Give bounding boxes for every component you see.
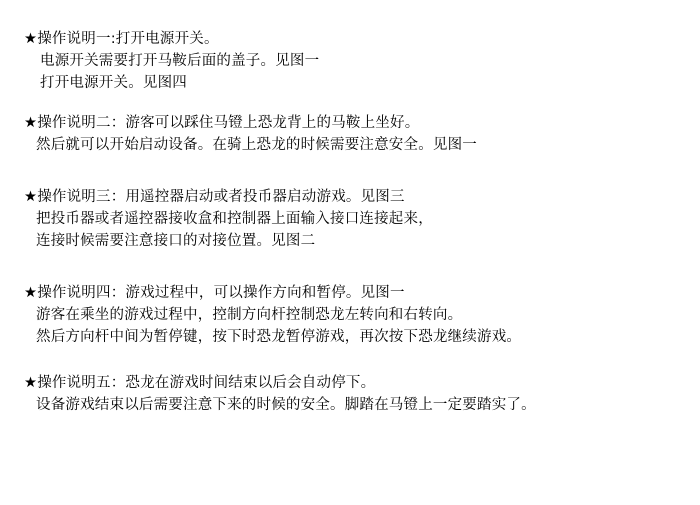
instruction-line: ★操作说明四：游戏过程中，可以操作方向和暂停。见图一 — [24, 285, 405, 301]
instruction-section-4 — [24, 282, 682, 348]
instruction-section-2 — [24, 112, 682, 156]
spacer — [24, 170, 682, 186]
instruction-line: 电源开关需要打开马鞍后面的盖子。见图一 — [40, 53, 320, 69]
instruction-line: 把投币器或者遥控器接收盒和控制器上面输入接口连接起来， — [36, 211, 433, 227]
instruction-section-3 — [24, 186, 682, 252]
instruction-line: ★操作说明五：恐龙在游戏时间结束以后会自动停下。 — [24, 375, 376, 391]
instruction-line: 游客在乘坐的游戏过程中，控制方向杆控制恐龙左转向和右转向。 — [36, 307, 463, 323]
instruction-line: 设备游戏结束以后需要注意下来的时候的安全。脚踏在马镫上一定要踏实了。 — [36, 397, 536, 413]
instruction-line: 然后就可以开始启动设备。在骑上恐龙的时候需要注意安全。见图一 — [36, 137, 477, 153]
spacer — [24, 362, 682, 372]
spacer — [24, 266, 682, 282]
instruction-line: ★操作说明一:打开电源开关。 — [24, 31, 219, 47]
instruction-line: 连接时候需要注意接口的对接位置。见图二 — [36, 233, 316, 249]
instruction-section-1 — [24, 28, 682, 94]
instruction-line: 打开电源开关。见图四 — [40, 75, 187, 91]
instruction-section-5 — [24, 372, 682, 416]
instruction-line: 然后方向杆中间为暂停键，按下时恐龙暂停游戏，再次按下恐龙继续游戏。 — [36, 329, 522, 345]
instruction-line: ★操作说明三：用遥控器启动或者投币器启动游戏。见图三 — [24, 189, 405, 205]
instruction-line: ★操作说明二：游客可以踩住马镫上恐龙背上的马鞍上坐好。 — [24, 115, 420, 131]
